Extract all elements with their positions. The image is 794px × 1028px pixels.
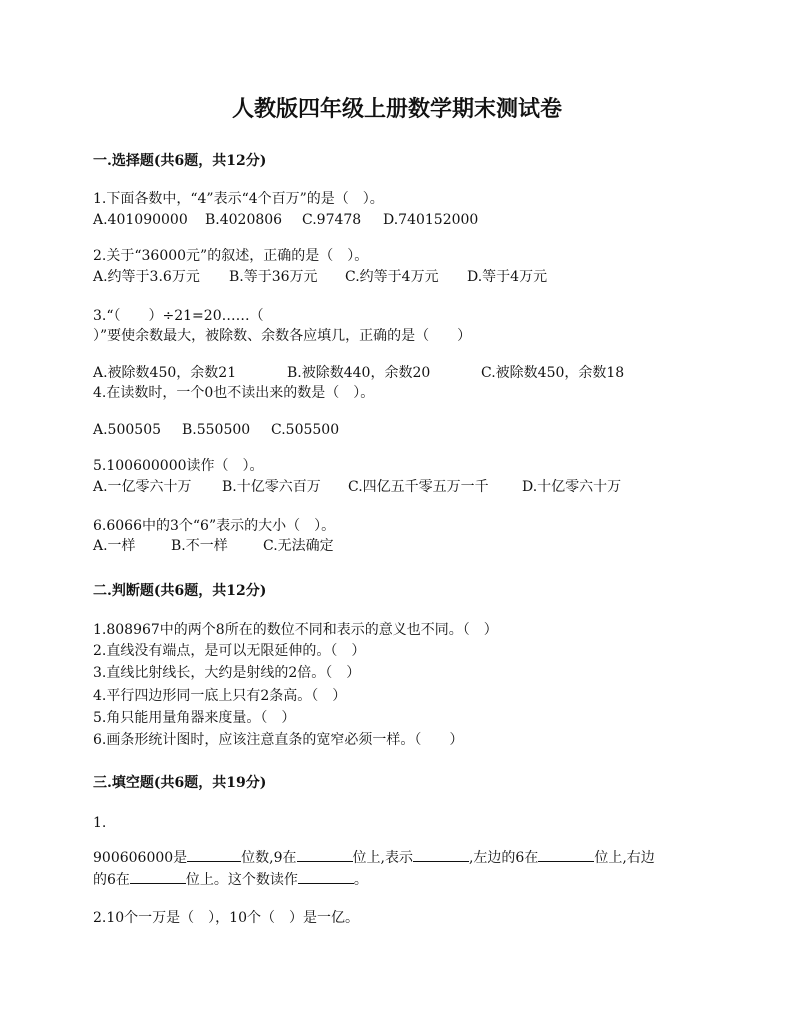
- answer-blank[interactable]: [297, 847, 353, 862]
- option: B.不一样: [171, 538, 228, 554]
- option: C.约等于4万元: [345, 269, 439, 285]
- fill-in-line-1: [93, 847, 655, 868]
- question-number: 1.: [93, 815, 107, 831]
- question-stem: 3.“（ ）÷21=20……（: [93, 308, 264, 324]
- option: B.被除数440，余数20: [287, 365, 431, 381]
- option: C.四亿五千零五万一千: [348, 479, 489, 495]
- fill-text: 的6在: [93, 872, 130, 888]
- judgement-item: 3.直线比射线长，大约是射线的2倍。（ ）: [93, 665, 361, 681]
- option: D.等于4万元: [467, 269, 548, 285]
- question-stem-continued: ）”要使余数最大，被除数、余数各应填几，正确的是（ ）: [93, 328, 472, 344]
- fill-text: 位数,9在: [241, 850, 297, 866]
- judgement-item: 6.画条形统计图时，应该注意直条的宽窄必须一样。（ ）: [93, 732, 464, 748]
- option: B.等于36万元: [229, 269, 318, 285]
- option: A.一样: [93, 538, 136, 554]
- section-heading-judgement: 二.判断题(共6题，共12分): [93, 583, 267, 599]
- option: B.550500: [182, 422, 251, 438]
- question-stem: 5.100600000读作（ ）。: [93, 458, 264, 474]
- page-title: 人教版四年级上册数学期末测试卷: [231, 96, 562, 122]
- question-stem: 2.关于“36000元”的叙述，正确的是（ ）。: [93, 248, 369, 264]
- question-stem: 6.6066中的3个“6”表示的大小（ ）。: [93, 518, 336, 534]
- option: D.十亿零六十万: [522, 479, 622, 495]
- answer-blank[interactable]: [187, 847, 241, 862]
- judgement-item: 4.平行四边形同一底上只有2条高。（ ）: [93, 688, 347, 704]
- judgement-item: 1.808967中的两个8所在的数位不同和表示的意义也不同。（ ）: [93, 622, 498, 638]
- option: C.被除数450，余数18: [481, 365, 625, 381]
- question-stem: 2.10个一万是（ ），10个（ ）是一亿。: [93, 910, 359, 926]
- option: A.一亿零六十万: [93, 479, 192, 495]
- fill-text: 位上。这个数读作: [185, 872, 298, 888]
- option: C.无法确定: [263, 538, 334, 554]
- fill-text: 位上,右边: [594, 850, 655, 866]
- fill-in-line-2: [93, 869, 368, 890]
- judgement-item: 2.直线没有端点，是可以无限延伸的。（ ）: [93, 643, 366, 659]
- section-heading-choice: 一.选择题(共6题，共12分): [93, 153, 267, 169]
- answer-blank[interactable]: [298, 869, 354, 884]
- fill-text: ,左边的6在: [468, 850, 539, 866]
- option: A.500505: [93, 422, 162, 438]
- answer-blank[interactable]: [538, 847, 594, 862]
- option: A.被除数450，余数21: [93, 365, 237, 381]
- fill-text: 位上,表示: [352, 850, 413, 866]
- fill-text: 。: [353, 872, 368, 888]
- question-stem: 1.下面各数中，“4”表示“4个百万”的是（ ）。: [93, 191, 384, 207]
- section-heading-fill-in: 三.填空题(共6题，共19分): [93, 775, 267, 791]
- answer-blank[interactable]: [130, 869, 186, 884]
- option: D.740152000: [383, 212, 479, 228]
- answer-blank[interactable]: [413, 847, 469, 862]
- judgement-item: 5.角只能用量角器来度量。（ ）: [93, 710, 296, 726]
- option: C.97478: [302, 212, 362, 228]
- option: C.505500: [271, 422, 340, 438]
- fill-text: 900606000是: [93, 850, 188, 866]
- option: A.401090000: [93, 212, 188, 228]
- question-stem: 4.在读数时，一个0也不读出来的数是（ ）。: [93, 385, 375, 401]
- option: B.4020806: [205, 212, 283, 228]
- option: A.约等于3.6万元: [93, 269, 200, 285]
- option: B.十亿零六百万: [222, 479, 321, 495]
